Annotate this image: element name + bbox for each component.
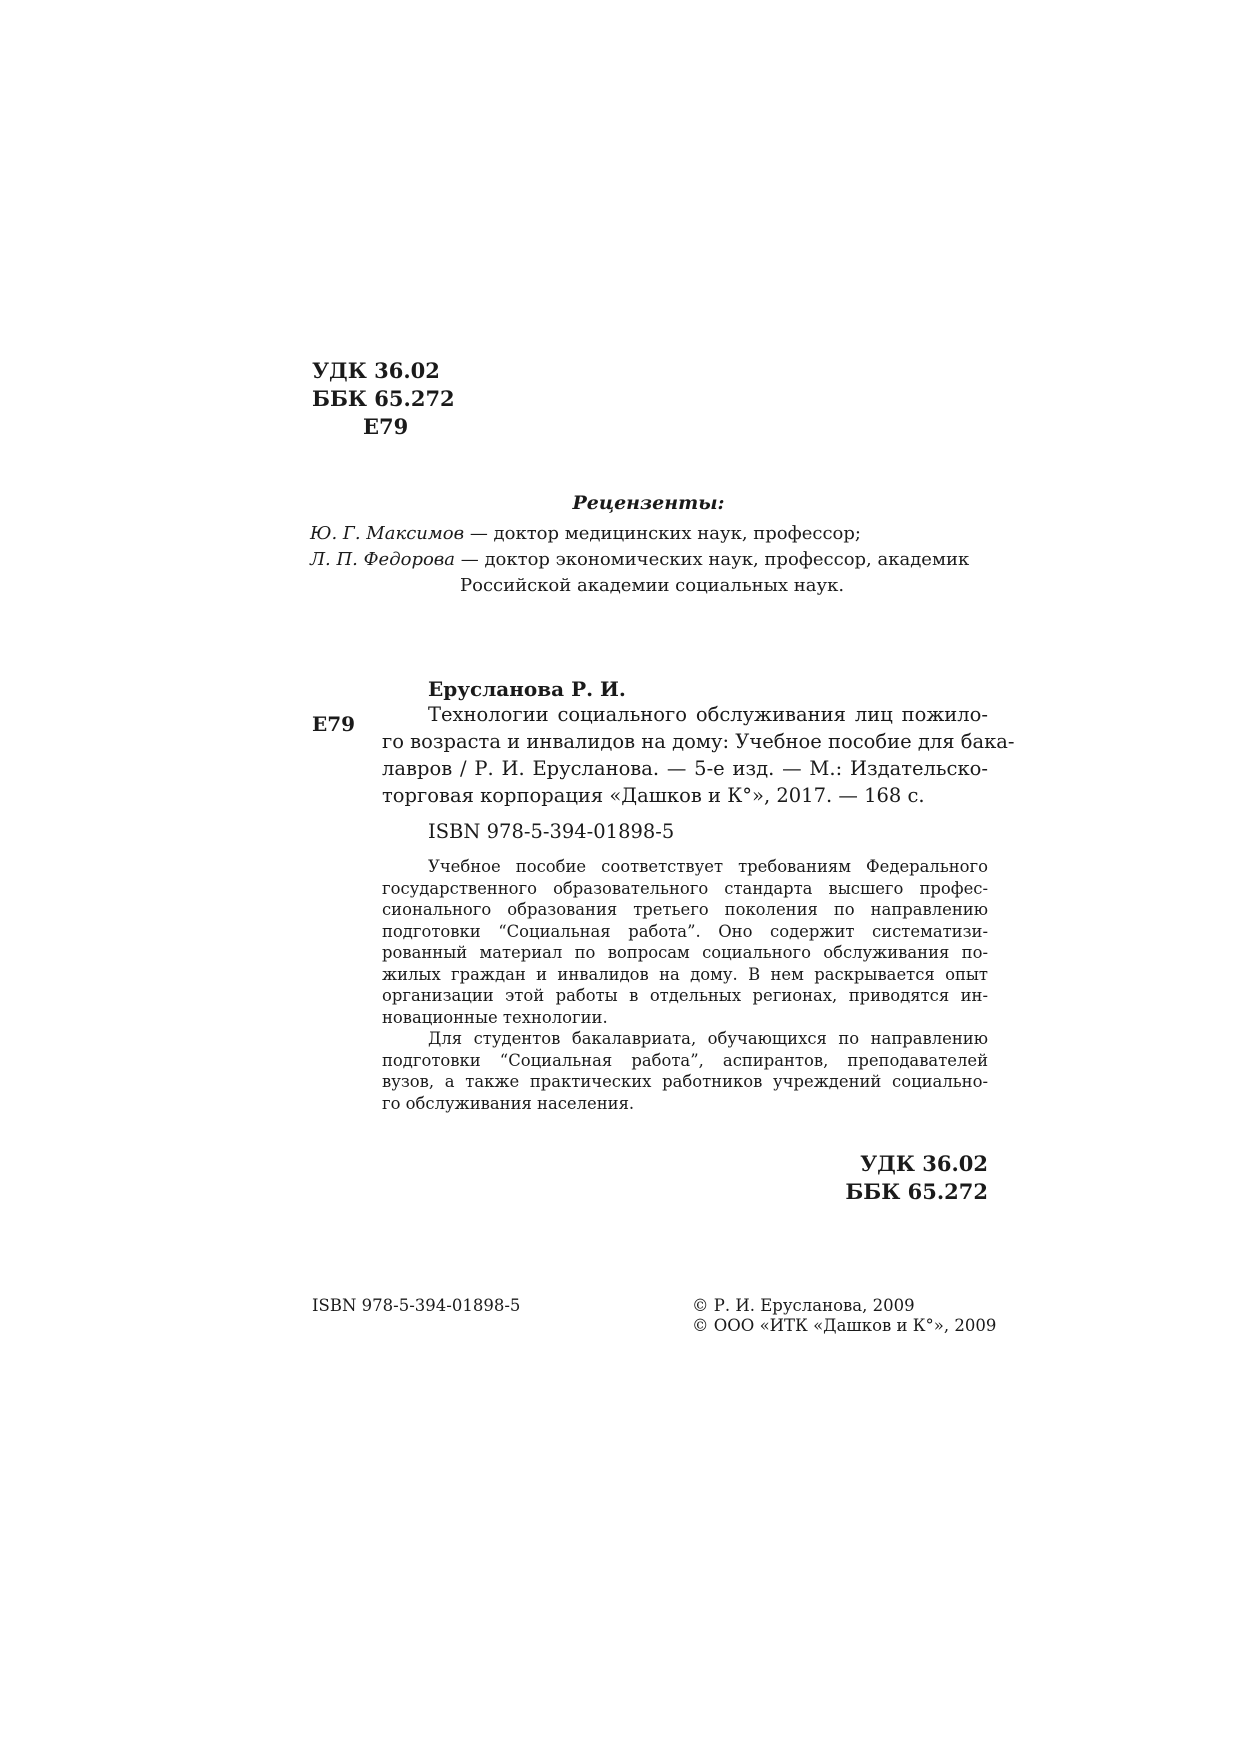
reviewer-1-desc: — доктор медицинских наук, профессор;: [464, 523, 861, 544]
bib-line: торговая корпорация «Дашков и К°», 2017. — 168 с.: [382, 784, 925, 807]
annotation-line: организации этой работы в отдельных регионах, приводятся ин-: [382, 986, 988, 1005]
reviewers-heading: Рецензенты:: [572, 492, 725, 514]
udk-code-bottom: УДК 36.02: [860, 1151, 988, 1176]
annotation-line: жилых граждан и инвалидов на дому. В нем раскрывается опыт: [382, 964, 988, 984]
bbk-code-bottom: ББК 65.272: [845, 1179, 988, 1204]
annotation-line: Для студентов бакалавриата, обучающихся по направлению: [428, 1029, 988, 1048]
bib-description-cont: [382, 728, 1015, 809]
author-mark: Е79: [363, 414, 409, 439]
book-author: Ерусланова Р. И.: [428, 677, 626, 701]
annotation-line: вузов, а также практических работников учреждений социально-: [382, 1072, 988, 1091]
reviewer-2-name: Л. П. Федорова: [310, 549, 456, 570]
bib-isbn: ISBN 978-5-394-01898-5: [428, 820, 675, 843]
reviewer-1: [310, 521, 861, 547]
copyright-author: © Р. И. Ерусланова, 2009: [692, 1296, 915, 1315]
bib-line: лавров / Р. И. Ерусланова. — 5-е изд. — М.: Издательско-: [382, 757, 988, 780]
reviewer-1-name: Ю. Г. Максимов: [310, 523, 465, 544]
annotation-line: государственного образовательного стандарта высшего профес-: [382, 878, 988, 898]
bib-line: Технологии социального обслуживания лиц пожило-: [428, 703, 988, 726]
footer-isbn: ISBN 978-5-394-01898-5: [312, 1296, 521, 1315]
bib-description: [428, 701, 988, 728]
reviewer-2-continuation: Российской академии социальных наук.: [460, 575, 845, 596]
bib-line: го возраста и инвалидов на дому: Учебное пособие для бака-: [382, 730, 1015, 753]
udk-code: УДК 36.02: [312, 358, 440, 383]
annotation-line: подготовки “Социальная работа”, аспирантов, преподавателей: [382, 1050, 988, 1070]
annotation-paragraph-2: [382, 1028, 988, 1114]
annotation-line: рованный материал по вопросам социального обслуживания по-: [382, 943, 988, 962]
copyright-publisher: © ООО «ИТК «Дашков и К°», 2009: [692, 1316, 997, 1335]
annotation-line: го обслуживания населения.: [382, 1093, 635, 1113]
annotation-line: новационные технологии.: [382, 1007, 608, 1027]
annotation-line: подготовки “Социальная работа”. Оно содержит систематизи-: [382, 921, 988, 941]
reviewer-2: [310, 547, 969, 573]
annotation-paragraph-1: [382, 856, 988, 1028]
bbk-code: ББК 65.272: [312, 386, 455, 411]
annotation-line: Учебное пособие соответствует требованиям Федерального: [428, 857, 988, 876]
reviewer-2-desc: — доктор экономических наук, профессор, академик: [455, 549, 970, 570]
bib-author-mark: Е79: [312, 712, 356, 736]
annotation-line: сионального образования третьего поколения по направлению: [382, 900, 988, 919]
